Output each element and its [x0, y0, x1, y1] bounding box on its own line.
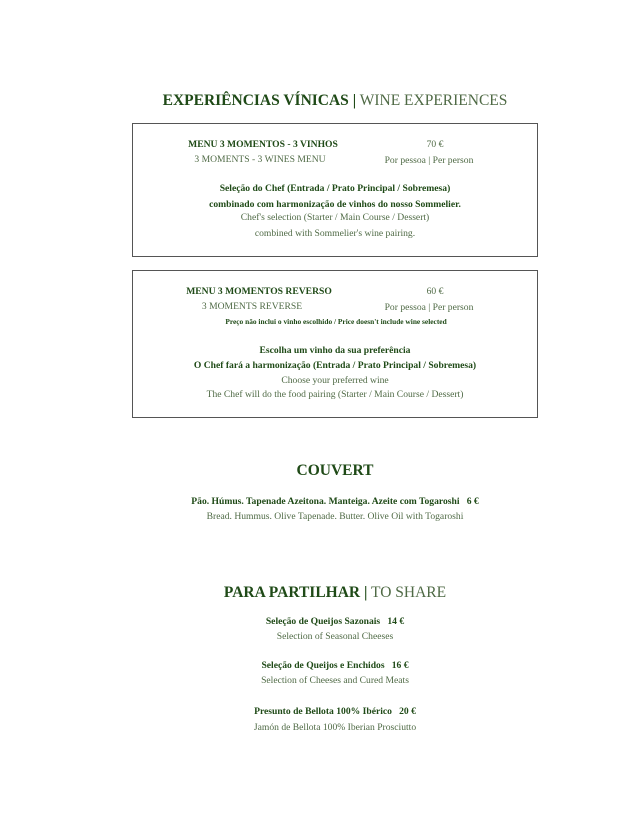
couvert-item-pt: Pão. Húmus. Tapenade Azeitona. Manteiga. Azeite com Togaroshi 6 € [191, 496, 479, 507]
couvert-heading: COUVERT [296, 462, 374, 479]
menu-price: 70 € [426, 139, 444, 150]
share-item-en: Selection of Cheeses and Cured Meats [261, 675, 409, 686]
share-item-pt: Seleção de Queijos e Enchidos 16 € [261, 660, 409, 671]
menu-desc-pt: O Chef fará a harmonização (Entrada / Prato Principal / Sobremesa) [193, 360, 477, 371]
to-share-heading [224, 585, 446, 601]
heading-en: WINE EXPERIENCES [359, 92, 508, 109]
share-item-pt: Presunto de Bellota 100% Ibérico 20 € [254, 706, 416, 717]
menu-name-pt: MENU 3 MOMENTOS REVERSO [186, 286, 332, 297]
share-item-en: Selection of Seasonal Cheeses [276, 631, 394, 642]
menu-name-en: 3 MOMENTS REVERSE [201, 301, 303, 312]
heading-separator: | [364, 584, 368, 601]
menu-price: 60 € [426, 286, 444, 297]
menu-price-note: Por pessoa | Per person [384, 155, 474, 166]
heading-en: TO SHARE [371, 584, 447, 601]
wine-experiences-heading [163, 93, 508, 109]
menu-name-pt: MENU 3 MOMENTOS - 3 VINHOS [188, 139, 338, 150]
menu-desc-pt: Escolha um vinho da sua preferência [259, 345, 411, 356]
menu-name-en: 3 MOMENTS - 3 WINES MENU [194, 154, 326, 165]
heading-pt: PARA PARTILHAR [223, 584, 361, 601]
share-item-en: Jamón de Bellota 100% Iberian Prosciutto [253, 722, 417, 733]
share-item-pt: Seleção de Queijos Sazonais 14 € [265, 616, 405, 627]
menu-desc-en: The Chef will do the food pairing (Starter / Main Course / Dessert) [206, 389, 464, 400]
heading-pt: EXPERIÊNCIAS VÍNICAS [162, 92, 349, 109]
couvert-item-en: Bread. Hummus. Olive Tapenade. Butter. Olive Oil with Togaroshi [206, 511, 464, 522]
menu-price-disclaimer: Preço não inclui o vinho escolhido / Price doesn't include wine selected [225, 317, 447, 326]
menu-desc-en: Choose your preferred wine [281, 375, 389, 386]
menu-desc-en: combined with Sommelier's wine pairing. [254, 228, 416, 239]
heading-separator: | [352, 92, 357, 109]
menu-price-note: Por pessoa | Per person [384, 302, 474, 313]
menu-desc-en: Chef's selection (Starter / Main Course / Dessert) [240, 212, 430, 223]
menu-desc-pt: Seleção do Chef (Entrada / Prato Principal / Sobremesa) [219, 183, 451, 194]
menu-desc-pt: combinado com harmonização de vinhos do nosso Sommelier. [209, 199, 461, 210]
